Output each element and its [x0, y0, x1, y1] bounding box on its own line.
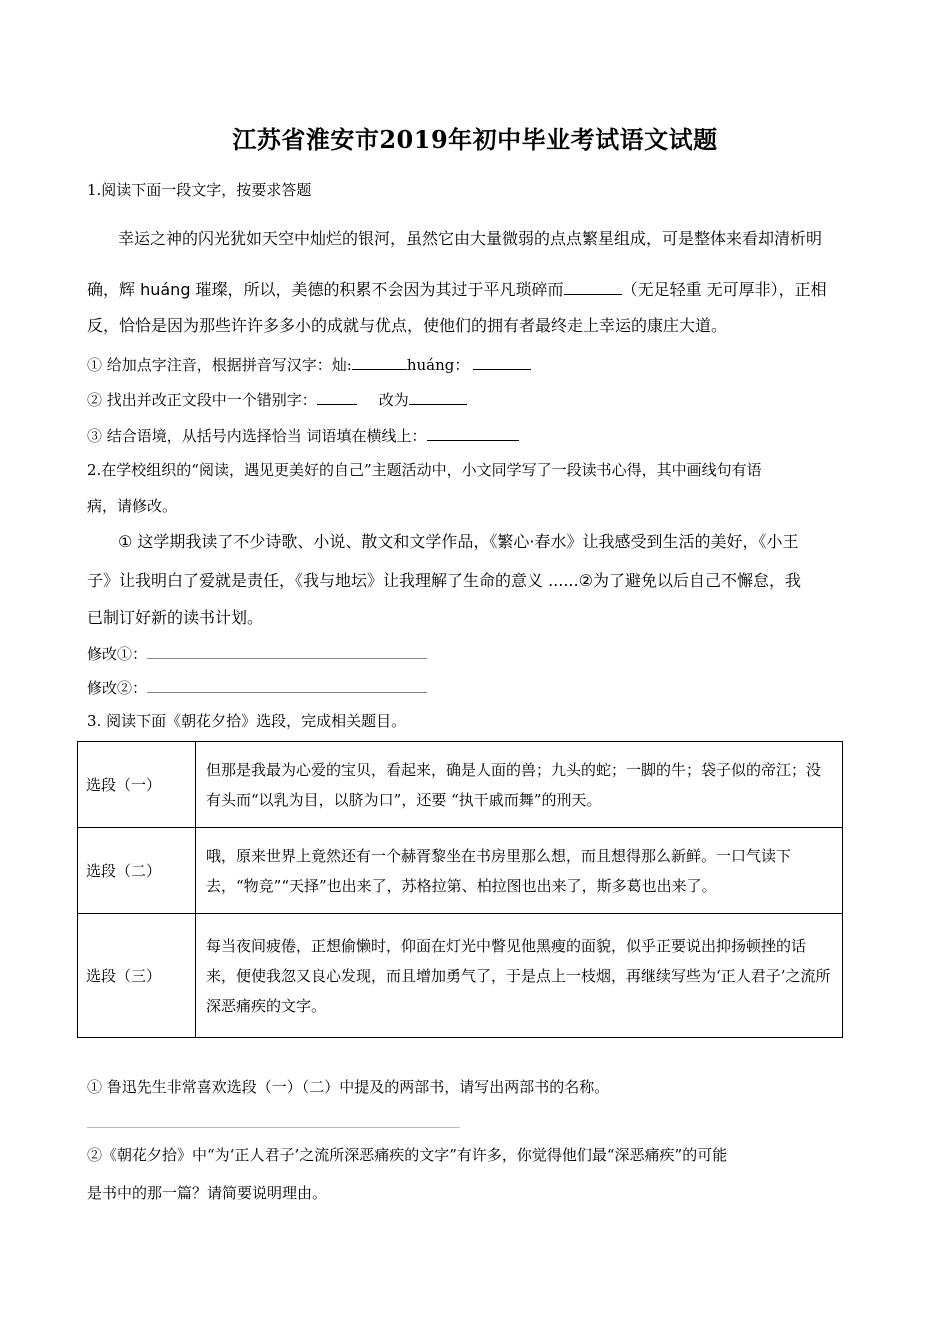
excerpt-text: 哦，原来世界上竟然还有一个赫胥黎坐在书房里那么想，而且想得那么新鲜。一口气读下去，“物竞”“天择”也出来了，苏格拉第、柏拉图也出来了，斯多葛也出来了。 [196, 828, 843, 914]
q3-sub2-line2: 是书中的那一篇？请简要说明理由。 [87, 1184, 328, 1202]
q1-sub2-label-a: ② 找出并改正文段中一个错别字： [87, 391, 317, 409]
q1-sub2-label-b: 改为 [378, 391, 409, 409]
q1-passage-line1: 幸运之神的闪光犹如天空中灿烂的银河，虽然它由大量微弱的点点繁星组成，可是整体来看却清析明 [118, 229, 823, 248]
q2-passage-line1: ① 这学期我读了不少诗歌、小说、散文和文学作品，《繁心·春水》让我感受到生活的美好，《小王 [118, 532, 799, 551]
q2-passage-line3: 已制订好新的读书计划。 [87, 608, 264, 627]
q1-passage-line2 [87, 279, 862, 301]
excerpt-row [78, 828, 843, 914]
q1-heading: 1.阅读下面一段文字，按要求答题 [87, 181, 312, 199]
q2-heading-line2: 病，请修改。 [87, 497, 178, 515]
q3-sub1-answer-line[interactable] [87, 1127, 460, 1128]
excerpt-row [78, 742, 843, 828]
q2-fix1-label: 修改①： [87, 645, 148, 663]
q1-sub1-blank-a[interactable] [352, 354, 407, 370]
q1-word-blank[interactable] [564, 279, 622, 295]
excerpt-label: 选段（一） [78, 742, 196, 828]
excerpt-table [77, 741, 843, 1038]
q2-fix2 [87, 678, 867, 698]
q2-fix2-label: 修改②： [87, 679, 148, 697]
q1-passage-line3: 反，恰恰是因为那些许许多多小的成就与优点，使他们的拥有者最终走上幸运的康庄大道。 [87, 316, 728, 335]
excerpt-label: 选段（三） [78, 914, 196, 1038]
q1-sub2-blank-b[interactable] [409, 389, 467, 405]
excerpt-row [78, 914, 843, 1038]
q1-passage-line2-end: （无足轻重 无可厚非），正相 [621, 280, 827, 299]
q1-sub3-blank[interactable] [427, 425, 519, 441]
q1-sub2 [87, 389, 867, 410]
q2-fix1-blank[interactable] [147, 644, 427, 659]
q2-heading-line1: 2.在学校组织的“阅读，遇见更美好的自己”主题活动中，小文同学写了一段读书心得，其中画线句有语 [87, 461, 762, 479]
excerpt-text: 每当夜间疲倦，正想偷懒时，仰面在灯光中瞥见他黑瘦的面貌，似乎正要说出抑扬顿挫的话来，便使我忽又良心发现，而且增加勇气了，于是点上一枝烟，再继续写些为‘正人君子’之流所深恶痛疾的文字。 [196, 914, 843, 1038]
q3-sub1: ① 鲁迅先生非常喜欢选段（一）（二）中提及的两部书，请写出两部书的名称。 [87, 1078, 610, 1096]
q1-sub1-label-b: huáng： [406, 356, 470, 374]
q1-sub1-label-a: ① 给加点字注音，根据拼音写汉字：灿: [87, 356, 352, 374]
excerpt-label: 选段（二） [78, 828, 196, 914]
q1-sub3 [87, 425, 867, 446]
q2-passage-line2: 子》让我明白了爱就是责任，《我与地坛》让我理解了生命的意义 ......②为了避免以后自己不懈怠，我 [87, 571, 801, 590]
q1-sub1 [87, 354, 867, 375]
excerpt-text: 但那是我最为心爱的宝贝，看起来，确是人面的兽；九头的蛇；一脚的牛；袋子似的帝江；没有头而“以乳为目，以脐为口”，还要 “执干戚而舞”的刑天。 [196, 742, 843, 828]
q3-sub2-line1: ②《朝花夕拾》中“为‘正人君子’之流所深恶痛疾的文字”有许多，你觉得他们最“深恶痛疾”的可能 [87, 1146, 728, 1164]
q1-passage-line2-start: 确，辉 huáng 璀璨，所以，美德的积累不会因为其过于平凡琐碎而 [87, 280, 564, 299]
q2-fix1 [87, 644, 867, 664]
page-title: 江苏省淮安市2019年初中毕业考试语文试题 [232, 125, 718, 154]
q3-heading: 3. 阅读下面《朝花夕拾》选段，完成相关题目。 [87, 712, 407, 730]
q1-sub2-blank-a[interactable] [317, 389, 357, 405]
q1-sub1-blank-b[interactable] [473, 354, 531, 370]
q1-sub3-label: ③ 结合语境，从括号内选择恰当 词语填在横线上： [87, 427, 427, 445]
q2-fix2-blank[interactable] [147, 678, 427, 693]
